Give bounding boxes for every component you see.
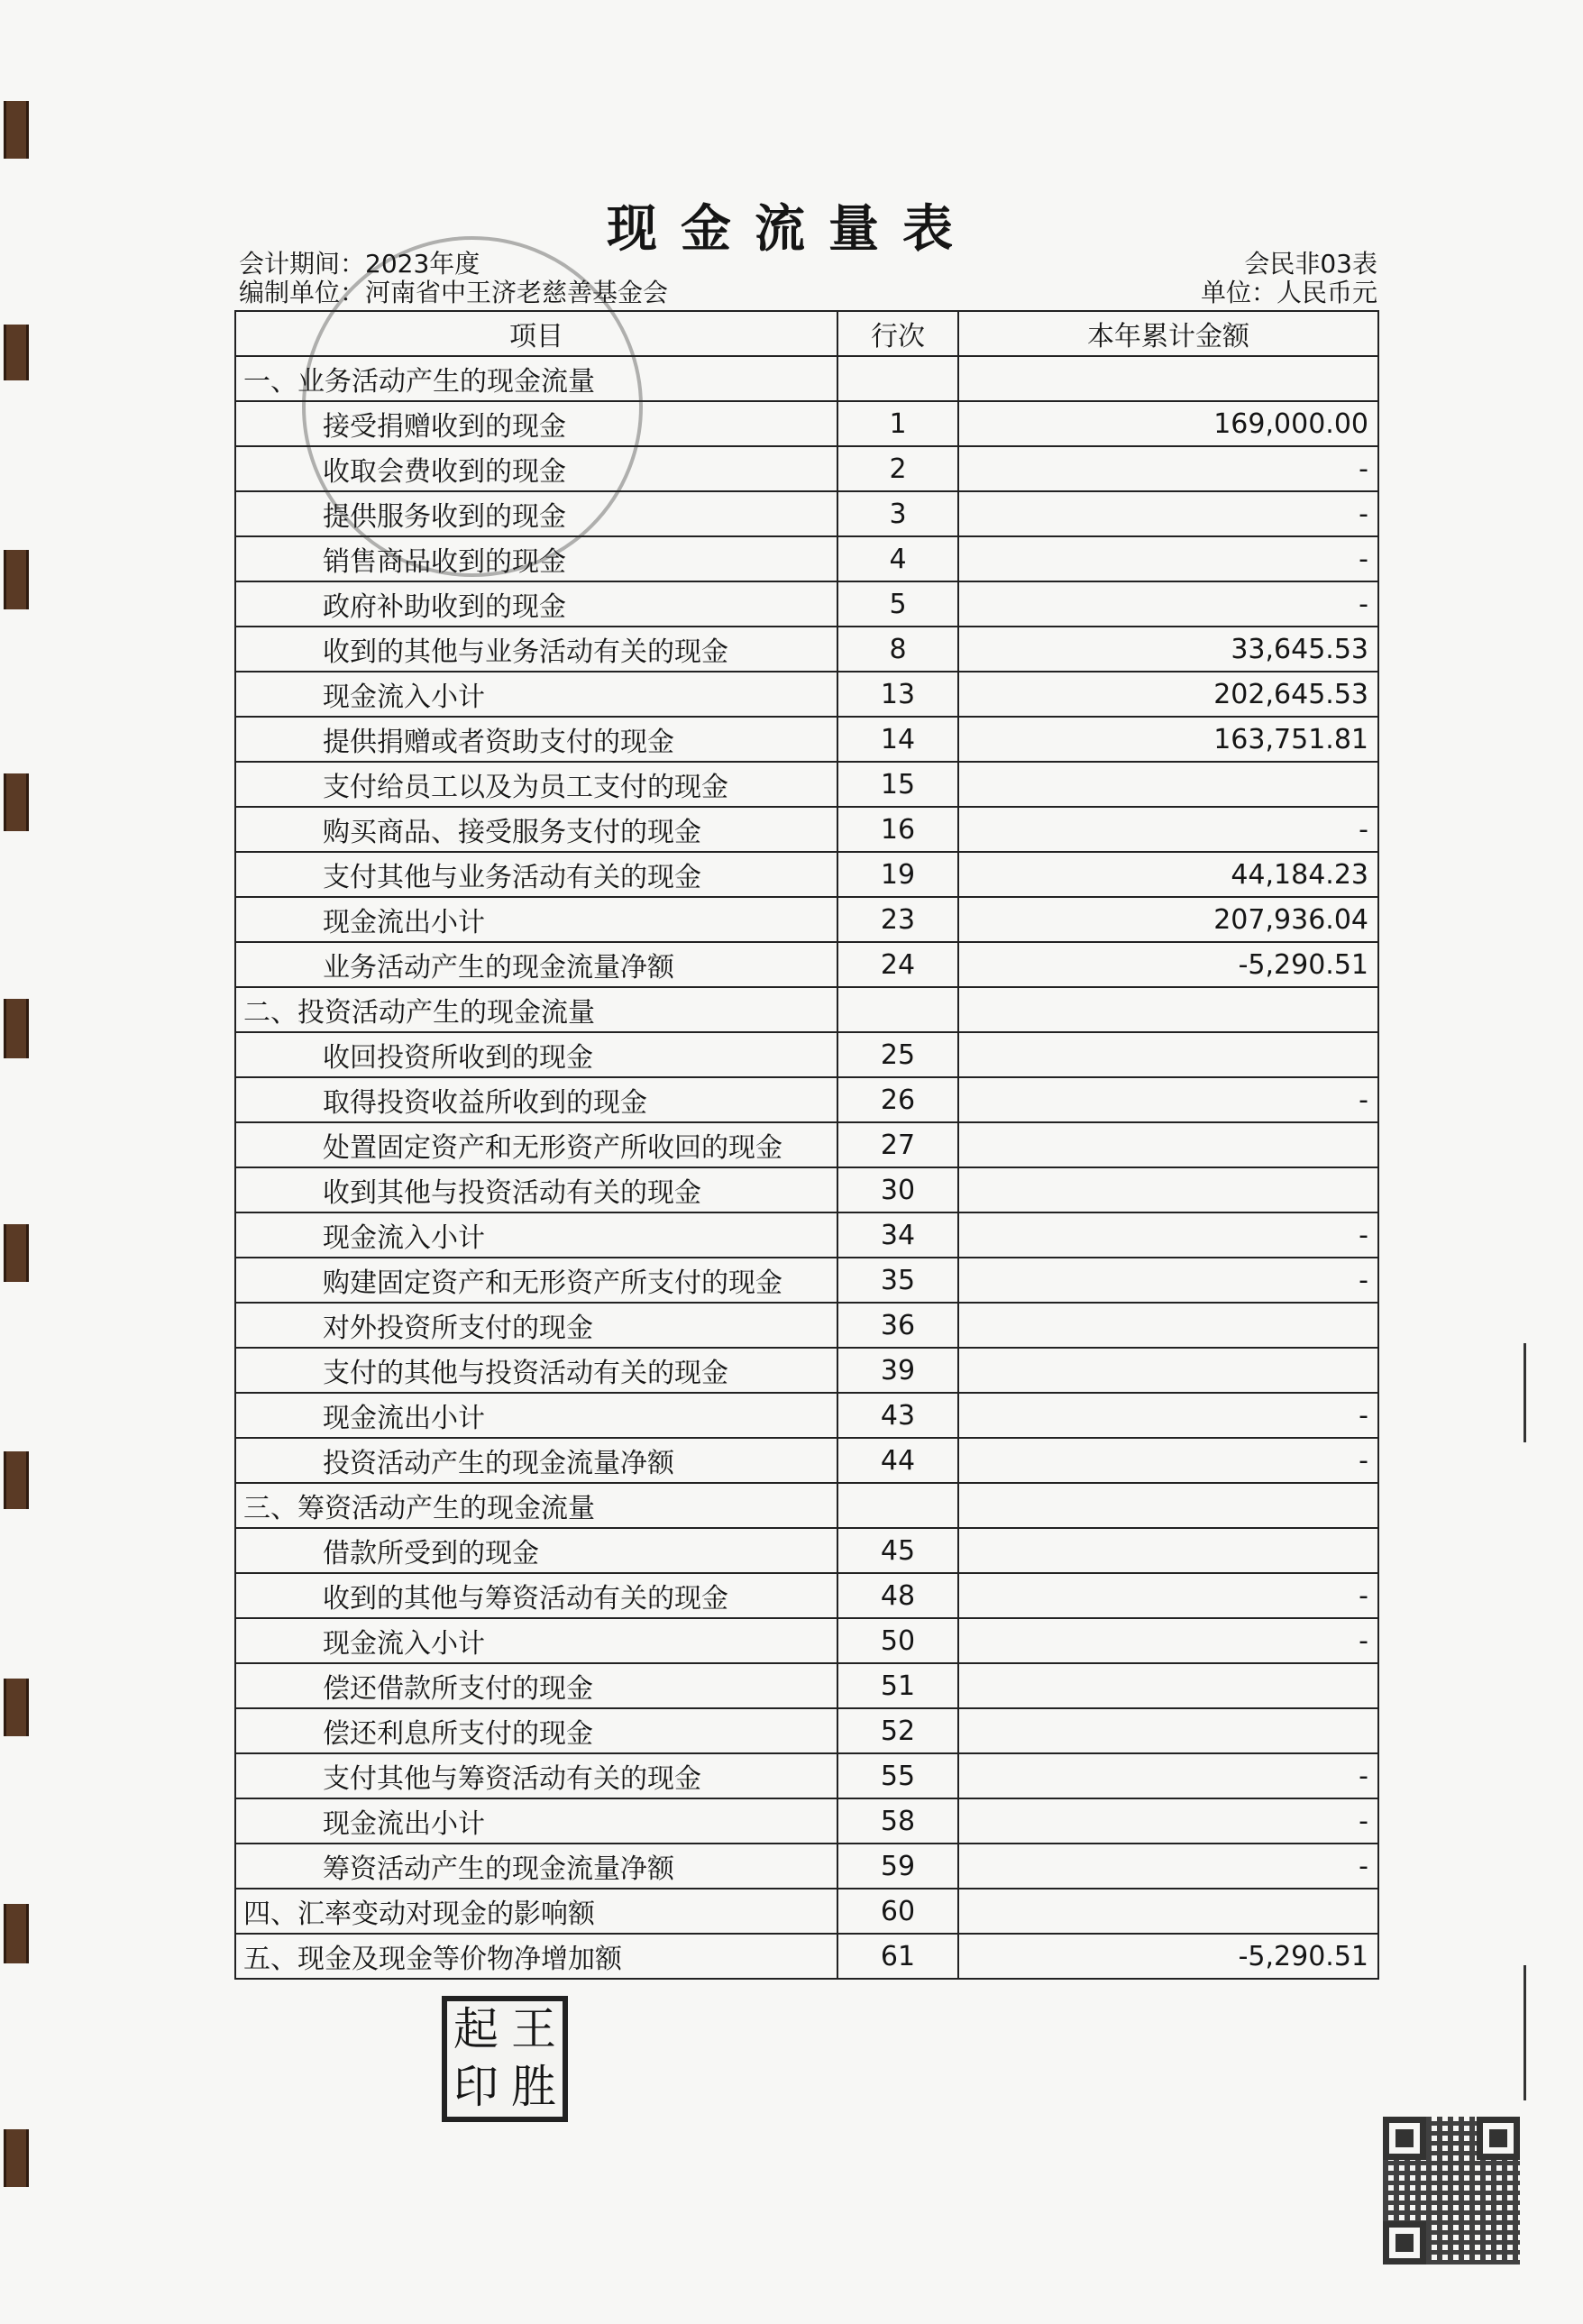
- table-row: [235, 1122, 1378, 1167]
- row-line-number: 34: [837, 1212, 958, 1258]
- row-amount: [958, 1122, 1378, 1167]
- row-line-number: 24: [837, 942, 958, 987]
- row-item-label: 收到其他与投资活动有关的现金: [235, 1167, 837, 1212]
- column-header-item: 项目: [235, 311, 837, 356]
- table-row: [235, 1438, 1378, 1483]
- qr-code-icon: [1383, 2117, 1520, 2265]
- row-line-number: 8: [837, 627, 958, 672]
- column-header-amount: 本年累计金额: [958, 311, 1378, 356]
- row-amount: [958, 1483, 1378, 1528]
- table-row: [235, 672, 1378, 717]
- row-line-number: 36: [837, 1303, 958, 1348]
- scan-edge-mark: [1524, 1343, 1526, 1442]
- stamp-char: 胜: [511, 2061, 556, 2113]
- row-line-number: 39: [837, 1348, 958, 1393]
- row-line-number: 50: [837, 1618, 958, 1663]
- row-amount: [958, 987, 1378, 1032]
- row-item-label: 偿还借款所支付的现金: [235, 1663, 837, 1708]
- row-item-label: 现金流入小计: [235, 672, 837, 717]
- row-amount: -: [958, 446, 1378, 491]
- table-row: [235, 1934, 1378, 1979]
- row-line-number: 61: [837, 1934, 958, 1979]
- row-line-number: 59: [837, 1844, 958, 1889]
- stamp-char: 起: [453, 2003, 499, 2055]
- currency-unit: 单位：人民币元: [1200, 278, 1377, 307]
- table-row: [235, 1798, 1378, 1844]
- row-line-number: [837, 356, 958, 401]
- row-item-label: 收回投资所收到的现金: [235, 1032, 837, 1077]
- cash-flow-table: [234, 310, 1379, 1980]
- table-row: [235, 1663, 1378, 1708]
- row-amount: [958, 1303, 1378, 1348]
- row-amount: -: [958, 1393, 1378, 1438]
- row-line-number: 16: [837, 807, 958, 852]
- row-amount: -: [958, 1753, 1378, 1798]
- row-amount: -: [958, 1573, 1378, 1618]
- row-line-number: 3: [837, 491, 958, 536]
- row-item-label: 现金流出小计: [235, 1393, 837, 1438]
- row-item-label: 收到的其他与业务活动有关的现金: [235, 627, 837, 672]
- row-line-number: 27: [837, 1122, 958, 1167]
- table-row: [235, 1573, 1378, 1618]
- scan-edge-mark: [1524, 1965, 1526, 2100]
- row-line-number: 26: [837, 1077, 958, 1122]
- row-line-number: 13: [837, 672, 958, 717]
- qr-finder-mark: [1383, 2117, 1426, 2160]
- row-item-label: 提供服务收到的现金: [235, 491, 837, 536]
- table-row: [235, 1844, 1378, 1889]
- table-row: [235, 1708, 1378, 1753]
- row-item-label: 提供捐赠或者资助支付的现金: [235, 717, 837, 762]
- row-item-label: 处置固定资产和无形资产所收回的现金: [235, 1122, 837, 1167]
- row-item-label: 购买商品、接受服务支付的现金: [235, 807, 837, 852]
- table-row: [235, 491, 1378, 536]
- row-line-number: 15: [837, 762, 958, 807]
- row-line-number: 35: [837, 1258, 958, 1303]
- row-item-label: 业务活动产生的现金流量净额: [235, 942, 837, 987]
- row-amount: -: [958, 491, 1378, 536]
- table-row: [235, 1393, 1378, 1438]
- row-line-number: 25: [837, 1032, 958, 1077]
- row-line-number: 55: [837, 1753, 958, 1798]
- org-label: 编制单位：河南省中王济老慈善基金会: [239, 278, 669, 307]
- stamp-char: 印: [453, 2061, 499, 2113]
- table-row: [235, 1753, 1378, 1798]
- row-amount: -5,290.51: [958, 942, 1378, 987]
- row-item-label: 三、筹资活动产生的现金流量: [235, 1483, 837, 1528]
- row-line-number: 5: [837, 581, 958, 627]
- page-title: 现金流量表: [607, 200, 976, 259]
- row-item-label: 一、业务活动产生的现金流量: [235, 356, 837, 401]
- binder-hole: [4, 2129, 29, 2187]
- row-item-label: 接受捐赠收到的现金: [235, 401, 837, 446]
- table-row: [235, 1032, 1378, 1077]
- row-line-number: 45: [837, 1528, 958, 1573]
- row-item-label: 购建固定资产和无形资产所支付的现金: [235, 1258, 837, 1303]
- form-code: 会民非03表: [1244, 249, 1377, 279]
- row-line-number: 30: [837, 1167, 958, 1212]
- row-amount: 163,751.81: [958, 717, 1378, 762]
- row-line-number: 19: [837, 852, 958, 897]
- row-item-label: 收到的其他与筹资活动有关的现金: [235, 1573, 837, 1618]
- table-row: [235, 897, 1378, 942]
- row-item-label: 四、汇率变动对现金的影响额: [235, 1889, 837, 1934]
- row-item-label: 现金流入小计: [235, 1618, 837, 1663]
- binder-hole: [4, 1679, 29, 1736]
- row-item-label: 对外投资所支付的现金: [235, 1303, 837, 1348]
- row-amount: [958, 1528, 1378, 1573]
- row-item-label: 支付的其他与投资活动有关的现金: [235, 1348, 837, 1393]
- table-row: [235, 987, 1378, 1032]
- table-row: [235, 536, 1378, 581]
- table-body: [235, 356, 1378, 1979]
- row-amount: -: [958, 1258, 1378, 1303]
- row-item-label: 支付其他与筹资活动有关的现金: [235, 1753, 837, 1798]
- row-item-label: 投资活动产生的现金流量净额: [235, 1438, 837, 1483]
- table-header-row: [235, 311, 1378, 356]
- row-amount: -: [958, 1844, 1378, 1889]
- row-line-number: 48: [837, 1573, 958, 1618]
- binder-hole: [4, 1224, 29, 1282]
- row-item-label: 借款所受到的现金: [235, 1528, 837, 1573]
- table-row: [235, 852, 1378, 897]
- row-amount: [958, 1167, 1378, 1212]
- row-line-number: 23: [837, 897, 958, 942]
- row-amount: -: [958, 1212, 1378, 1258]
- row-line-number: [837, 987, 958, 1032]
- row-amount: -: [958, 1077, 1378, 1122]
- row-item-label: 现金流出小计: [235, 897, 837, 942]
- period-label: 会计期间：2023年度: [239, 249, 480, 279]
- row-item-label: 二、投资活动产生的现金流量: [235, 987, 837, 1032]
- row-amount: [958, 1708, 1378, 1753]
- row-amount: 207,936.04: [958, 897, 1378, 942]
- binder-hole: [4, 1451, 29, 1509]
- row-amount: [958, 1032, 1378, 1077]
- table-row: [235, 401, 1378, 446]
- name-stamp-icon: [442, 1996, 568, 2122]
- column-header-line: 行次: [837, 311, 958, 356]
- row-amount: -: [958, 1798, 1378, 1844]
- table-row: [235, 1258, 1378, 1303]
- binder-hole: [4, 773, 29, 831]
- table-row: [235, 446, 1378, 491]
- table-row: [235, 1167, 1378, 1212]
- table-row: [235, 807, 1378, 852]
- row-line-number: 14: [837, 717, 958, 762]
- qr-finder-mark: [1383, 2221, 1426, 2265]
- table-row: [235, 627, 1378, 672]
- row-amount: -: [958, 581, 1378, 627]
- row-item-label: 支付其他与业务活动有关的现金: [235, 852, 837, 897]
- row-amount: 202,645.53: [958, 672, 1378, 717]
- row-amount: 44,184.23: [958, 852, 1378, 897]
- row-item-label: 筹资活动产生的现金流量净额: [235, 1844, 837, 1889]
- binder-hole: [4, 999, 29, 1058]
- row-line-number: 44: [837, 1438, 958, 1483]
- row-amount: -: [958, 807, 1378, 852]
- table-row: [235, 356, 1378, 401]
- row-amount: -: [958, 1438, 1378, 1483]
- row-amount: 169,000.00: [958, 401, 1378, 446]
- table-row: [235, 1483, 1378, 1528]
- row-line-number: [837, 1483, 958, 1528]
- row-item-label: 现金流入小计: [235, 1212, 837, 1258]
- row-item-label: 收取会费收到的现金: [235, 446, 837, 491]
- row-amount: -: [958, 1618, 1378, 1663]
- row-line-number: 58: [837, 1798, 958, 1844]
- row-amount: -: [958, 536, 1378, 581]
- table-row: [235, 717, 1378, 762]
- table-row: [235, 1528, 1378, 1573]
- stamp-char: 王: [511, 2003, 556, 2055]
- table-row: [235, 1889, 1378, 1934]
- row-item-label: 支付给员工以及为员工支付的现金: [235, 762, 837, 807]
- row-item-label: 销售商品收到的现金: [235, 536, 837, 581]
- row-amount: [958, 356, 1378, 401]
- binder-hole: [4, 550, 29, 609]
- binder-hole: [4, 1904, 29, 1963]
- table-row: [235, 1212, 1378, 1258]
- table-row: [235, 1348, 1378, 1393]
- row-line-number: 4: [837, 536, 958, 581]
- row-item-label: 政府补助收到的现金: [235, 581, 837, 627]
- table-row: [235, 942, 1378, 987]
- row-line-number: 2: [837, 446, 958, 491]
- row-amount: -5,290.51: [958, 1934, 1378, 1979]
- row-line-number: 60: [837, 1889, 958, 1934]
- row-item-label: 取得投资收益所收到的现金: [235, 1077, 837, 1122]
- row-line-number: 1: [837, 401, 958, 446]
- row-line-number: 51: [837, 1663, 958, 1708]
- row-item-label: 五、现金及现金等价物净增加额: [235, 1934, 837, 1979]
- row-item-label: 偿还利息所支付的现金: [235, 1708, 837, 1753]
- row-item-label: 现金流出小计: [235, 1798, 837, 1844]
- binder-hole: [4, 101, 29, 159]
- table-row: [235, 762, 1378, 807]
- row-line-number: 43: [837, 1393, 958, 1438]
- table-row: [235, 1303, 1378, 1348]
- table-row: [235, 581, 1378, 627]
- row-amount: [958, 1889, 1378, 1934]
- row-amount: 33,645.53: [958, 627, 1378, 672]
- row-line-number: 52: [837, 1708, 958, 1753]
- table-row: [235, 1077, 1378, 1122]
- qr-finder-mark: [1477, 2117, 1520, 2160]
- row-amount: [958, 1348, 1378, 1393]
- row-amount: [958, 1663, 1378, 1708]
- binder-hole: [4, 325, 29, 380]
- table-row: [235, 1618, 1378, 1663]
- row-amount: [958, 762, 1378, 807]
